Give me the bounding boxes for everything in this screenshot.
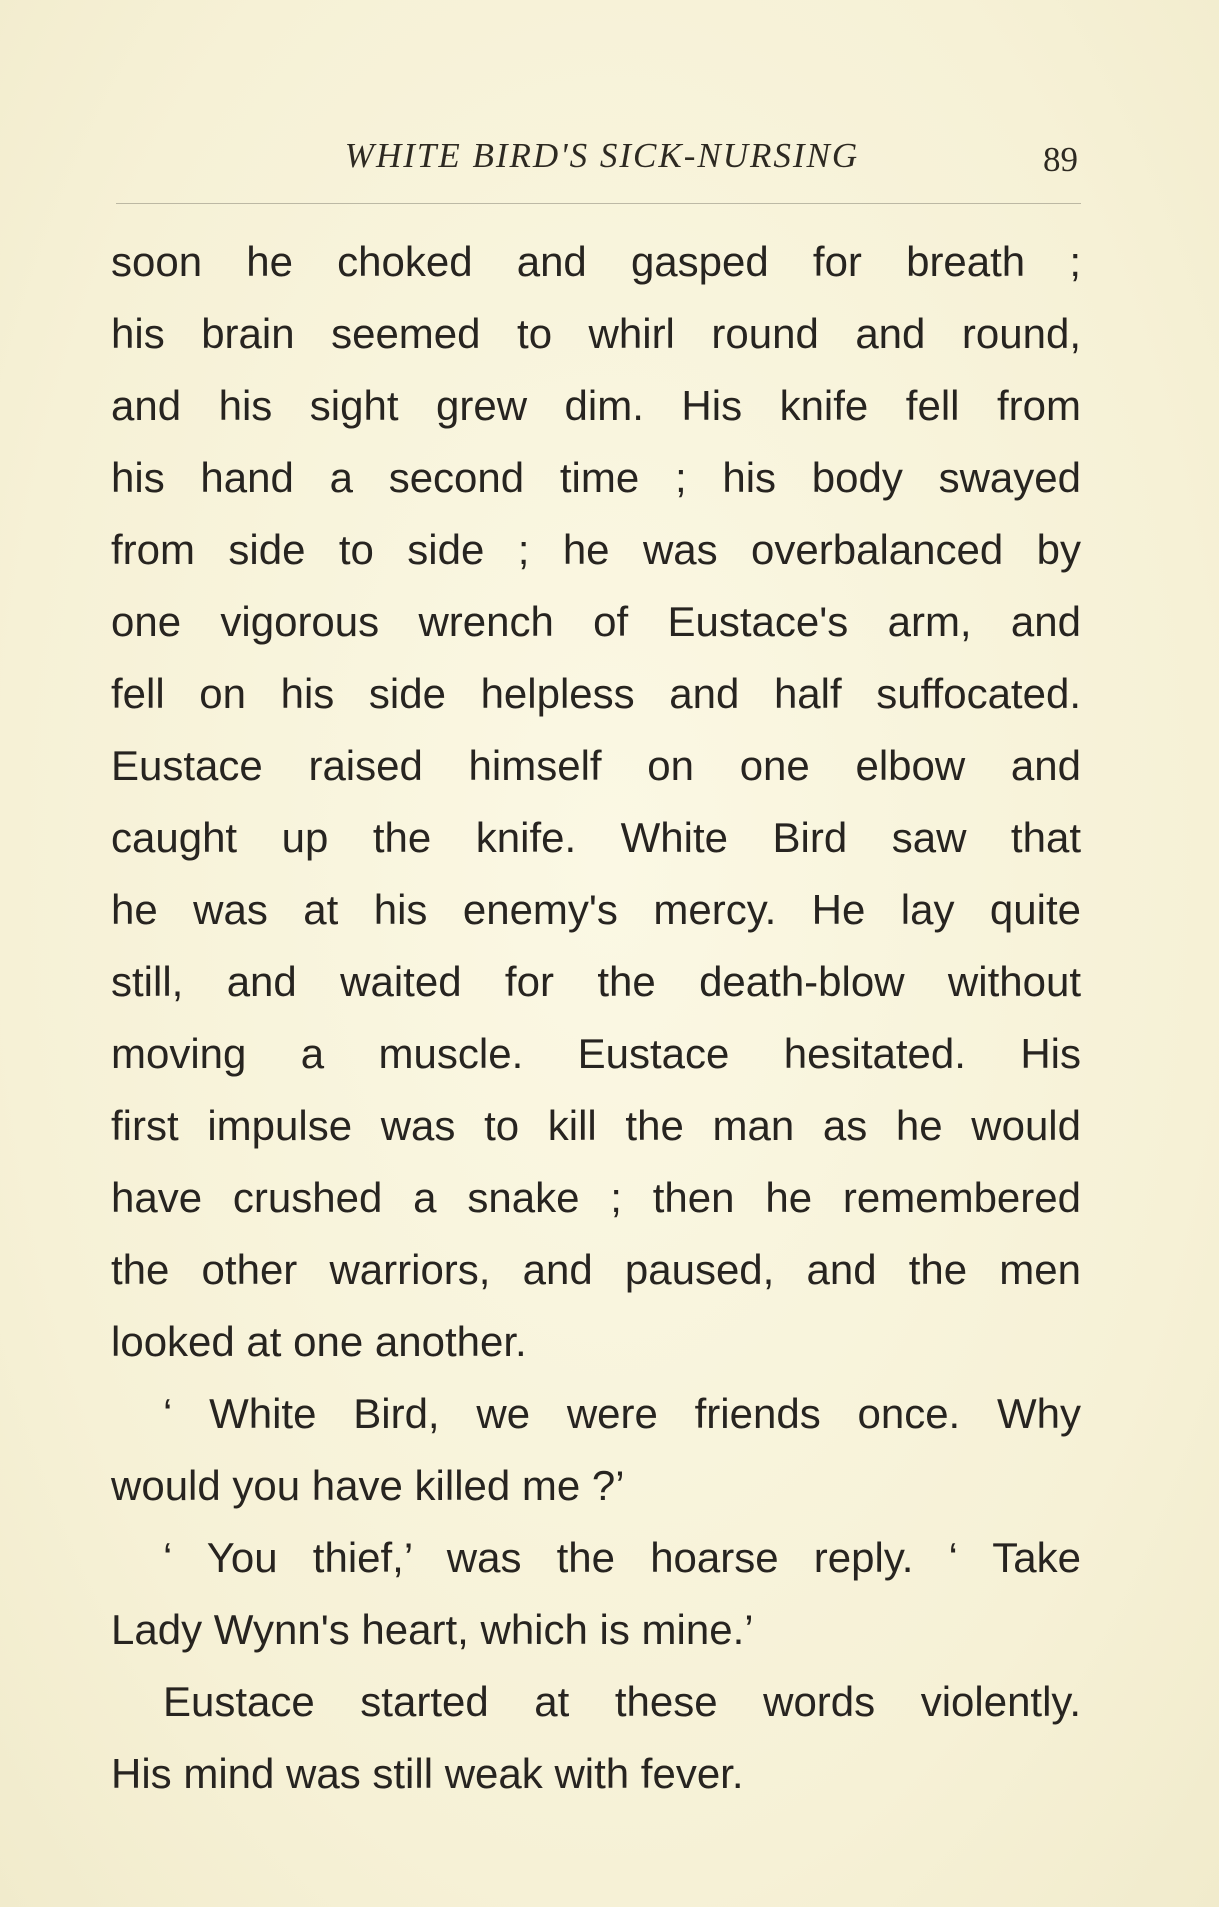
text-line: Eustace started at these words violently.: [163, 1678, 1081, 1725]
text-line: and his sight grew dim. His knife fell from: [111, 382, 1081, 429]
text-line: have crushed a snake ; then he remembered: [111, 1174, 1081, 1221]
text-line: he was at his enemy's mercy. He lay quite: [111, 886, 1081, 933]
text-line: one vigorous wrench of Eustace's arm, and: [111, 598, 1081, 645]
header-rule: [116, 203, 1081, 204]
text-line: ‘ White Bird, we were friends once. Why: [163, 1390, 1081, 1437]
text-line: Lady Wynn's heart, which is mine.’: [111, 1606, 754, 1653]
text-line: the other warriors, and paused, and the men: [111, 1246, 1081, 1293]
text-line: first impulse was to kill the man as he would: [111, 1102, 1081, 1149]
body-text: [111, 226, 1081, 1810]
text-line: still, and waited for the death-blow without: [111, 958, 1081, 1005]
page-header: [112, 136, 1092, 196]
text-line: ‘ You thief,’ was the hoarse reply. ‘ Take: [163, 1534, 1081, 1581]
text-line: soon he choked and gasped for breath ;: [111, 238, 1081, 285]
text-line: looked at one another.: [111, 1318, 527, 1365]
text-line: His mind was still weak with fever.: [111, 1750, 744, 1797]
text-line: would you have killed me ?’: [111, 1462, 625, 1509]
text-line: moving a muscle. Eustace hesitated. His: [111, 1030, 1081, 1077]
text-line: from side to side ; he was overbalanced by: [111, 526, 1081, 573]
text-line: Eustace raised himself on one elbow and: [111, 742, 1081, 789]
page-number: 89: [1043, 140, 1078, 179]
text-line: fell on his side helpless and half suffocated.: [111, 670, 1081, 717]
running-title: WHITE BIRD'S SICK-NURSING: [344, 136, 860, 175]
text-line: his brain seemed to whirl round and round,: [111, 310, 1081, 357]
text-line: his hand a second time ; his body swayed: [111, 454, 1081, 501]
text-line: caught up the knife. White Bird saw that: [111, 814, 1081, 861]
